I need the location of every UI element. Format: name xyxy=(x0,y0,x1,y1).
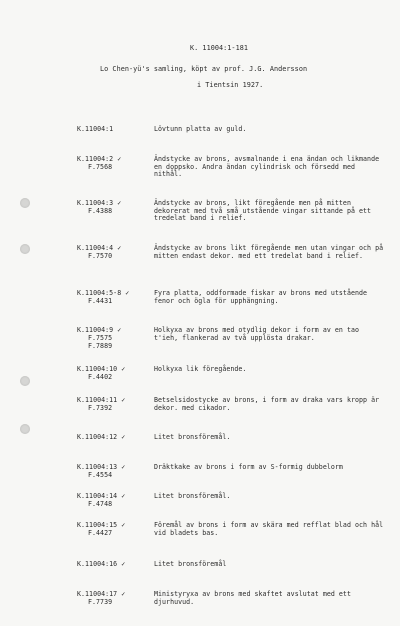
entry-reference: F.4427 xyxy=(88,529,113,537)
entry-description: Ändstycke av brons likt föregående men utan vingar och på mitten endast dekor. med ett tredelat band i relief. xyxy=(154,244,384,260)
entry-reference: F.7570 xyxy=(88,252,113,260)
entry-reference: F.7568 xyxy=(88,163,113,171)
entry-code: K.11004:17 ✓ xyxy=(77,590,126,598)
entry-description: Ministyryxa av brons med skaftet avslutat med ett djurhuvud. xyxy=(154,590,351,606)
punch-hole xyxy=(20,424,30,434)
entry-reference: F.4554 xyxy=(88,471,113,479)
collection-line: Lo Chen-yü's samling, köpt av prof. J.G. Andersson xyxy=(100,65,308,73)
entry-description: Litet bronsföremål. xyxy=(154,433,231,441)
catalogue-range: K. 11004:1-181 xyxy=(190,44,248,52)
entry-reference: F.7575 F.7889 xyxy=(88,334,113,350)
entry-code: K.11004:16 ✓ xyxy=(77,560,126,568)
entry-code: K.11004:5-8 ✓ xyxy=(77,289,130,297)
entry-reference: F.7392 xyxy=(88,404,113,412)
entry-reference: F.4402 xyxy=(88,373,113,381)
entry-code: K.11004:10 ✓ xyxy=(77,365,126,373)
entry-description: Holkyxa lik föregående. xyxy=(154,365,247,373)
entry-reference: F.4748 xyxy=(88,500,113,508)
entry-reference: F.7739 xyxy=(88,598,113,606)
entry-description: Litet bronsföremål xyxy=(154,560,227,568)
entry-code: K.11004:14 ✓ xyxy=(77,492,126,500)
entry-reference: F.4388 xyxy=(88,207,113,215)
entry-reference: F.4431 xyxy=(88,297,113,305)
entry-code: K.11004:1 xyxy=(77,125,114,133)
entry-description: Holkyxa av brons med otydlig dekor i form av en tao t'ieh, flankerad av två upplösta drakar. xyxy=(154,326,360,342)
punch-hole xyxy=(20,244,30,254)
entry-code: K.11004:3 ✓ xyxy=(77,199,122,207)
entry-description: Föremål av brons i form av skära med refflat blad och hål vid bladets bas. xyxy=(154,521,384,537)
entry-code: K.11004:9 ✓ xyxy=(77,326,122,334)
punch-hole xyxy=(20,376,30,386)
place-line: i Tientsin 1927. xyxy=(197,81,264,89)
entry-description: Litet bronsföremål. xyxy=(154,492,231,500)
entry-description: Dräktkake av brons i form av S-formig dubbelorm xyxy=(154,463,343,471)
entry-description: Ändstycke av brons, likt föregående men på mitten dekorerat med två små utstående vingar sittande på ett tredelat band i relief. xyxy=(154,199,372,223)
entry-code: K.11004:11 ✓ xyxy=(77,396,126,404)
punch-hole xyxy=(20,198,30,208)
entry-code: K.11004:4 ✓ xyxy=(77,244,122,252)
entry-description: Ändstycke av brons, avsmalnande i ena ändan och likmande en doppsko. Andra ändan cylindrisk och försedd med nithål. xyxy=(154,155,380,179)
entry-description: Betselsidostycke av brons, i form av draka vars kropp är dekor. med cikador. xyxy=(154,396,380,412)
entry-code: K.11004:12 ✓ xyxy=(77,433,126,441)
entry-description: Lövtunn platta av guld. xyxy=(154,125,247,133)
entry-description: Fyra platta, oddformade fiskar av brons med utstående fenor och ögla för upphängning. xyxy=(154,289,368,305)
entry-code: K.11004:13 ✓ xyxy=(77,463,126,471)
entry-code: K.11004:15 ✓ xyxy=(77,521,126,529)
entry-code: K.11004:2 ✓ xyxy=(77,155,122,163)
